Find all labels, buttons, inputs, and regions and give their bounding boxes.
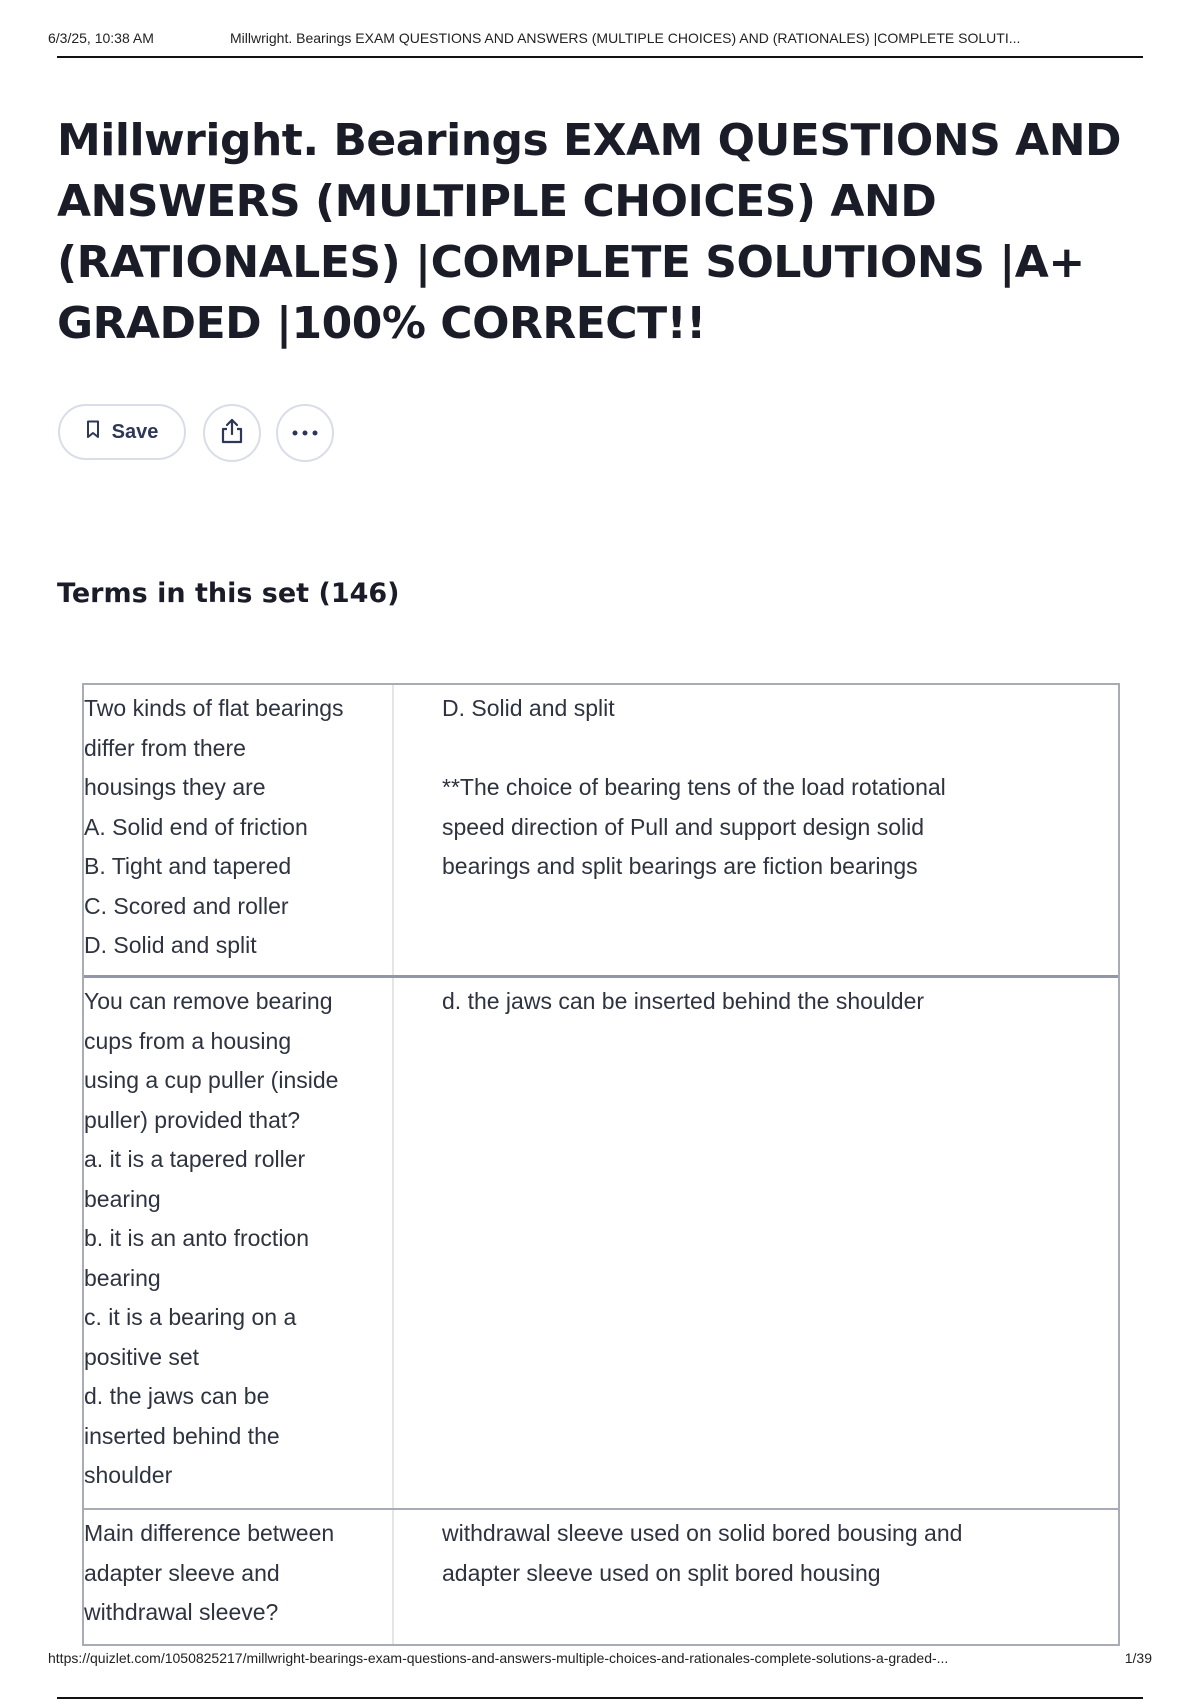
definition-text-line: bearings and split bearings are fiction bearings (442, 853, 918, 879)
term-text-line: using a cup puller (inside (84, 1067, 339, 1093)
definition-text-line: d. the jaws can be inserted behind the shoulder (442, 988, 925, 1014)
print-url: https://quizlet.com/1050825217/millwright-bearings-exam-questions-and-answers-multiple-choices-and-rationales-complete-solutions-a-graded-... (48, 1650, 949, 1666)
print-page-number: 1/39 (1124, 1650, 1152, 1666)
definition-text-line: withdrawal sleeve used on solid bored bousing and (442, 1520, 963, 1546)
share-button[interactable] (203, 404, 261, 462)
term-text-line: adapter sleeve and (84, 1559, 280, 1586)
term-text-line: Two kinds of flat bearings (84, 695, 344, 721)
term-text-line: B. Tight and tapered (84, 853, 292, 879)
save-button[interactable] (58, 404, 186, 460)
term-text-line: puller) provided that? (84, 1106, 301, 1133)
term-text-line: withdrawal sleeve? (84, 1599, 279, 1625)
more-options-button[interactable] (276, 404, 334, 462)
term-row (84, 685, 1118, 975)
save-label: Save (111, 420, 159, 443)
definition-cell (394, 978, 1118, 1508)
term-text-line: b. it is an anto froction (84, 1225, 310, 1251)
definition-cell (394, 1510, 1118, 1644)
term-text-line: inserted behind the (84, 1422, 280, 1449)
more-icon (291, 424, 319, 442)
term-text-line: a. it is a tapered roller (84, 1146, 306, 1172)
page-title (57, 110, 1122, 354)
term-cell (84, 978, 394, 1508)
bookmark-icon (86, 420, 100, 445)
terms-table (82, 683, 1120, 1646)
term-text-line: cups from a housing (84, 1027, 292, 1054)
term-text-line: Main difference between (84, 1520, 335, 1546)
term-cell (84, 1510, 394, 1644)
page-title-line: ANSWERS (MULTIPLE CHOICES) AND (57, 176, 937, 227)
term-text-line: bearing (84, 1264, 161, 1291)
page-title-line: GRADED |100% CORRECT!! (57, 298, 706, 349)
print-datetime: 6/3/25, 10:38 AM (48, 30, 154, 46)
term-text-line: positive set (84, 1343, 200, 1370)
term-text-line: differ from there (84, 734, 246, 761)
term-text-line: You can remove bearing (84, 988, 333, 1014)
term-text-line: A. Solid end of friction (84, 813, 308, 840)
term-cell (84, 685, 394, 975)
definition-text-line: **The choice of bearing tens of the load rotational (442, 774, 946, 800)
page-title-line: (RATIONALES) |COMPLETE SOLUTIONS |A+ (57, 237, 1085, 288)
term-text-line: housings they are (84, 774, 266, 800)
header-divider (57, 56, 1143, 58)
term-text-line: d. the jaws can be (84, 1383, 270, 1409)
page-title-line: Millwright. Bearings EXAM QUESTIONS AND (57, 115, 1122, 166)
term-text-line: shoulder (84, 1462, 173, 1488)
definition-blank-line (442, 729, 1108, 769)
term-row (84, 975, 1118, 1508)
term-row (84, 1508, 1118, 1644)
term-text-line: D. Solid and split (84, 932, 257, 958)
term-text-line: C. Scored and roller (84, 892, 289, 919)
print-header (48, 28, 1148, 54)
print-doc-title: Millwright. Bearings EXAM QUESTIONS AND ANSWERS (MULTIPLE CHOICES) AND (RATIONALES) |COMPLETE SOLUTI... (230, 30, 1021, 46)
footer-divider (57, 1697, 1143, 1699)
share-icon (220, 417, 244, 450)
terms-heading: Terms in this set (146) (57, 578, 400, 609)
term-text-line: bearing (84, 1185, 161, 1212)
definition-text-line: D. Solid and split (442, 695, 615, 721)
definition-cell (394, 685, 1118, 975)
term-text-line: c. it is a bearing on a (84, 1304, 297, 1330)
definition-text-line: adapter sleeve used on split bored housing (442, 1559, 881, 1586)
definition-text-line: speed direction of Pull and support design solid (442, 813, 925, 840)
